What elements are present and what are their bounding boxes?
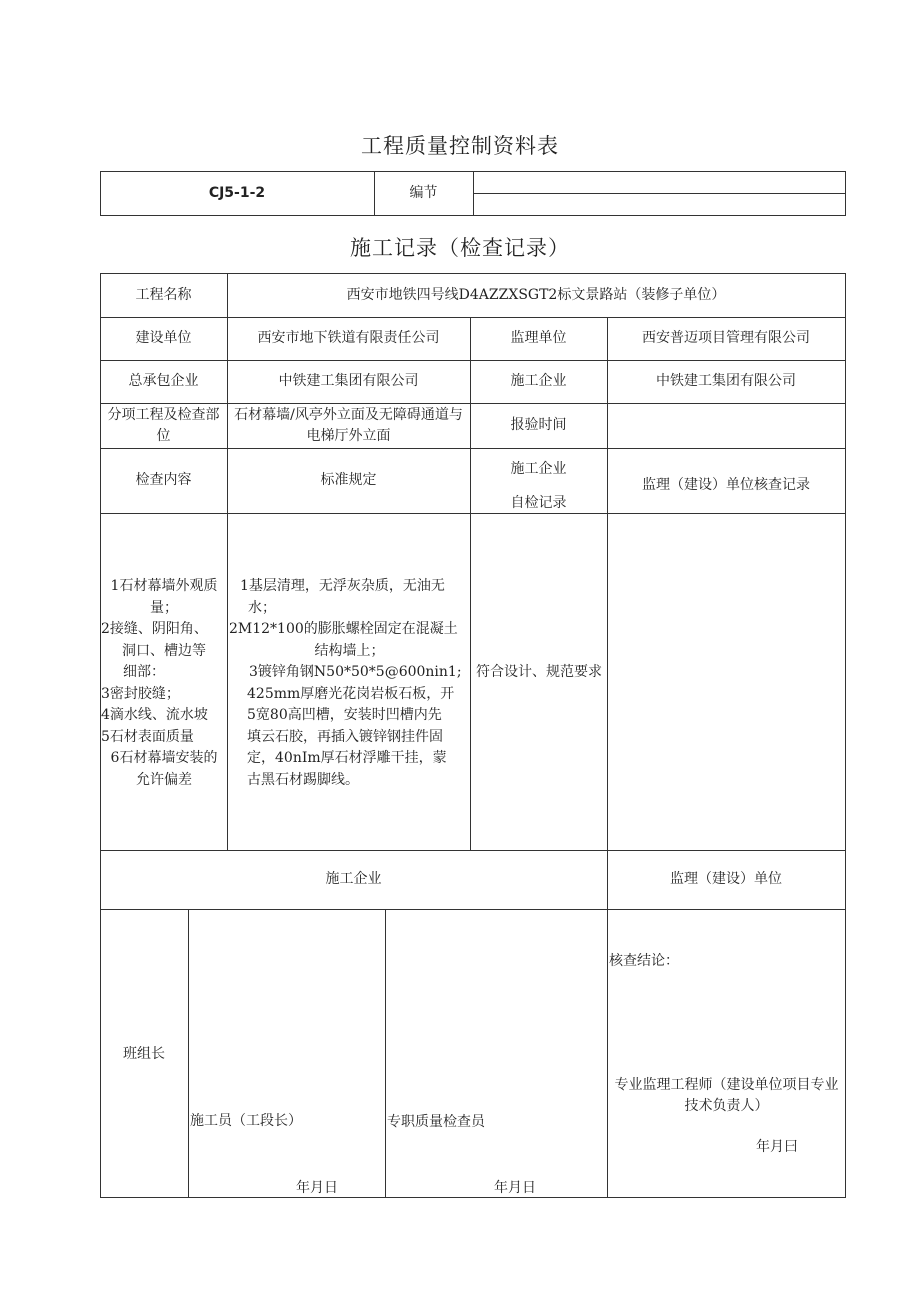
self-check-result[interactable]: 符合设计、规范要求 [476,664,602,680]
standard-list [229,576,470,791]
owner-label: 建设单位 [135,330,192,346]
subitem-label: 分项工程及检查部位 [107,406,220,444]
numbering-label: 编节 [409,185,438,201]
supervision-result[interactable] [610,520,842,845]
self-check-header: 施工企业 自检记录 [510,461,567,511]
list-item: 6石材幕墙安装的 [110,750,218,766]
list-item: 2接缝、阴阳角、 [101,621,208,637]
general-contractor-label: 总承包企业 [128,373,199,389]
document-title: 工程质量控制资料表 [361,134,559,158]
list-item: 5石材表面质量 [101,728,194,745]
sign-construction-company: 施工企业 [325,871,382,887]
list-item: 水； [248,599,276,616]
list-item: 结构墙上； [314,642,385,659]
list-item: 量； [150,599,178,616]
list-item: 1基层清理，无浮灰杂质，无油无 [240,578,445,594]
general-contractor-value[interactable]: 中铁建工集团有限公司 [278,373,419,389]
construction-company-value[interactable]: 中铁建工集团有限公司 [656,373,796,389]
list-item: 2M12*100的膨胀螺栓固定在混凝土 [229,621,458,637]
list-item: 3镀锌角钢N50*50*5@600nin1; [249,664,462,680]
project-name-label: 工程名称 [135,286,192,303]
inspection-items-list [101,576,227,791]
list-item: 允许偏差 [136,771,192,788]
list-item: 5宽80高凹槽，安装时凹槽内先 [247,707,442,723]
list-item: 425mm厚磨光花岗岩板石板，开 [247,685,455,702]
list-item: 洞口、槽边等 [122,642,206,659]
project-name-value[interactable]: 西安市地铁四号线D4AZZXSGT2标文景路站（装修子单位） [346,286,726,303]
supervisor-value[interactable]: 西安普迈项目管理有限公司 [642,330,810,346]
numbering-field-2[interactable] [474,194,845,215]
standard-header: 标准规定 [320,472,377,488]
sign-supervision-unit: 监理（建设）单位 [670,871,782,887]
construction-company-label: 施工企业 [510,373,567,389]
team-leader-label: 班组长 [123,1045,165,1062]
review-conclusion-label: 核查结论： [609,953,679,969]
form-code: CJ5-1-2 [208,185,266,201]
list-item: 填云石胶，再插入镀锌钢挂件固 [247,728,443,745]
foreman-date[interactable]: 年月日 [296,1180,338,1196]
supervisor-engineer-label: 专业监理工程师（建设单位项目专业技术负责人） [614,1077,839,1114]
report-time-value[interactable] [607,403,845,448]
numbering-field-1[interactable] [474,172,845,193]
quality-inspector-label: 专职质量检查员 [387,1114,485,1130]
owner-value[interactable]: 西安市地下铁道有限责任公司 [257,330,440,346]
list-item: 4滴水线、流水坡 [101,707,208,723]
supervisor-date[interactable]: 年月曰 [756,1139,798,1155]
list-item: 古黑石材踢脚线。 [247,771,359,788]
supervision-record-header: 监理（建设）单位核查记录 [642,476,810,493]
list-item: 定，40nIm厚石材浮雕干挂，蒙 [247,750,447,766]
list-item: 1石材幕墙外观质 [110,578,218,594]
subitem-value[interactable]: 石材幕墙/风亭外立面及无障碍通道与电梯厅外立面 [234,406,463,444]
inspector-date[interactable]: 年月日 [494,1180,536,1196]
foreman-label: 施工员（工段长） [190,1113,302,1129]
report-time-label: 报验时间 [510,417,567,433]
supervisor-label: 监理单位 [510,330,567,346]
record-subtitle: 施工记录（检查记录） [350,236,570,260]
list-item: 3密封胶缝； [101,685,180,702]
inspection-content-header: 检查内容 [135,472,192,488]
list-item: 细部： [123,664,165,680]
